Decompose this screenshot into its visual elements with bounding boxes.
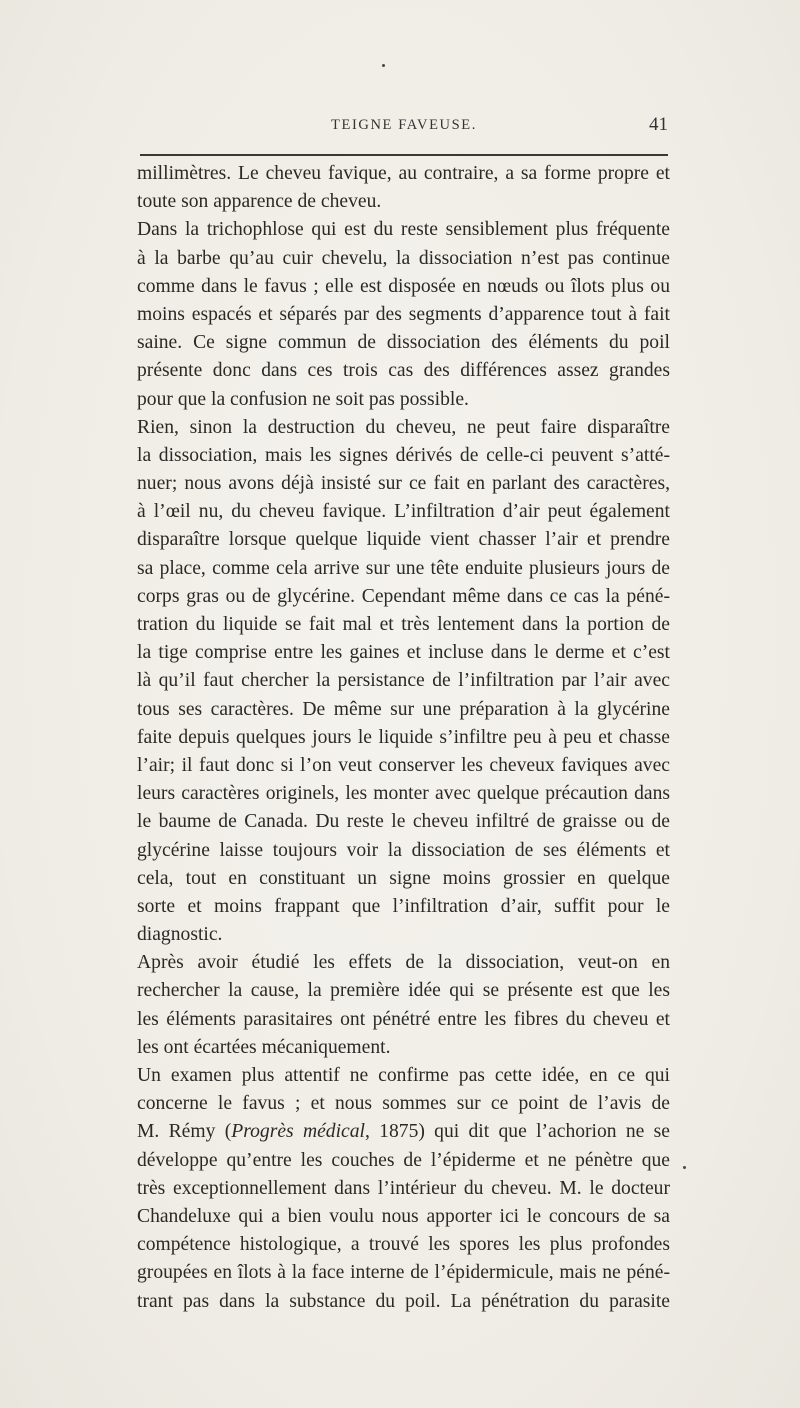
ink-speck bbox=[683, 1166, 686, 1169]
text-line: corps gras ou de glycérine. Cependant même dans ce cas la péné- bbox=[137, 585, 670, 607]
header-rule bbox=[140, 154, 668, 156]
text-line: pour que la confusion ne soit pas possible. bbox=[137, 388, 469, 410]
text-line: saine. Ce signe commun de dissociation des éléments du poil bbox=[137, 332, 670, 354]
body-text bbox=[137, 160, 670, 1316]
text-line: très exceptionnellement dans l’intérieur du cheveu. M. le docteur bbox=[137, 1177, 670, 1199]
text-segment: M. Rémy ( bbox=[137, 1121, 232, 1143]
text-line: tration du liquide se fait mal et très lentement dans la portion de bbox=[137, 614, 670, 635]
text-line: cela, tout en constituant un signe moins grossier en quelque bbox=[137, 867, 670, 889]
text-line: toute son apparence de cheveu. bbox=[137, 191, 382, 213]
text-line: concerne le favus ; et nous sommes sur ce point de l’avis de bbox=[137, 1093, 670, 1115]
text-line: présente donc dans ces trois cas des différences assez grandes bbox=[137, 360, 670, 382]
text-line: là qu’il faut chercher la persistance de l’infiltration par l’air avec bbox=[137, 670, 670, 692]
text-line: diagnostic. bbox=[137, 924, 223, 946]
text-line: leurs caractères originels, les monter avec quelque précaution dans bbox=[137, 783, 670, 805]
text-line: sorte et moins frappant que l’infiltration d’air, suffit pour le bbox=[137, 895, 670, 917]
text-line: Après avoir étudié les effets de la dissociation, veut-on en bbox=[137, 952, 670, 974]
text-line: à la barbe qu’au cuir chevelu, la dissociation n’est pas continue bbox=[137, 247, 670, 269]
text-line: la dissociation, mais les signes dérivés de celle-ci peuvent s’atté- bbox=[137, 444, 670, 466]
text-line: à l’œil nu, du cheveu favique. L’infiltration d’air peut également bbox=[137, 501, 670, 523]
text-line: la tige comprise entre les gaines et incluse dans le derme et c’est bbox=[137, 642, 670, 664]
italic-title: Progrès médical bbox=[231, 1121, 365, 1143]
text-line: les ont écartées mécaniquement. bbox=[137, 1036, 391, 1058]
text-line: développe qu’entre les couches de l’épiderme et ne pénètre que bbox=[137, 1149, 670, 1171]
text-line: rechercher la cause, la première idée qui se présente est que les bbox=[137, 980, 670, 1002]
text-line: tous ses caractères. De même sur une préparation à la glycérine bbox=[137, 698, 670, 720]
text-line: trant pas dans la substance du poil. La pénétration du parasite bbox=[137, 1290, 670, 1312]
page-number: 41 bbox=[649, 114, 668, 135]
text-line: Un examen plus attentif ne confirme pas cette idée, en ce qui bbox=[137, 1065, 670, 1086]
text-line: l’air; il faut donc si l’on veut conserver les cheveux faviques avec bbox=[137, 754, 670, 776]
text-segment: , 1875) qui dit que l’achorion ne se bbox=[364, 1121, 670, 1143]
text-line: Chandeluxe qui a bien voulu nous apporter ici le concours de sa bbox=[137, 1205, 670, 1227]
text-line: Dans la trichophlose qui est du reste sensiblement plus fréquente bbox=[137, 219, 670, 241]
text-line: compétence histologique, a trouvé les spores les plus profondes bbox=[137, 1234, 670, 1256]
text-line: nuer; nous avons déjà insisté sur ce fait en parlant des caractères, bbox=[137, 473, 670, 495]
running-title: TEIGNE FAVEUSE. bbox=[331, 117, 477, 133]
text-line: moins espacés et séparés par des segments d’apparence tout à fait bbox=[137, 303, 670, 325]
text-line: millimètres. Le cheveu favique, au contraire, a sa forme propre et bbox=[137, 163, 670, 184]
text-line: Rien, sinon la destruction du cheveu, ne peut faire disparaître bbox=[137, 416, 670, 438]
text-line: groupées en îlots à la face interne de l’épidermicule, mais ne péné- bbox=[137, 1262, 670, 1284]
text-line: disparaître lorsque quelque liquide vient chasser l’air et prendre bbox=[137, 529, 670, 551]
text-line bbox=[137, 1118, 670, 1146]
ink-speck bbox=[382, 64, 385, 67]
text-line: comme dans le favus ; elle est disposée en nœuds ou îlots plus ou bbox=[137, 275, 670, 297]
text-line: sa place, comme cela arrive sur une tête enduite plusieurs jours de bbox=[137, 557, 670, 579]
page-header bbox=[140, 113, 668, 141]
text-line: faite depuis quelques jours le liquide s’infiltre peu à peu et chasse bbox=[137, 726, 670, 748]
text-line: glycérine laisse toujours voir la dissociation de ses éléments et bbox=[137, 839, 670, 861]
text-line: les éléments parasitaires ont pénétré entre les fibres du cheveu et bbox=[137, 1008, 670, 1030]
text-line: le baume de Canada. Du reste le cheveu infiltré de graisse ou de bbox=[137, 811, 670, 833]
